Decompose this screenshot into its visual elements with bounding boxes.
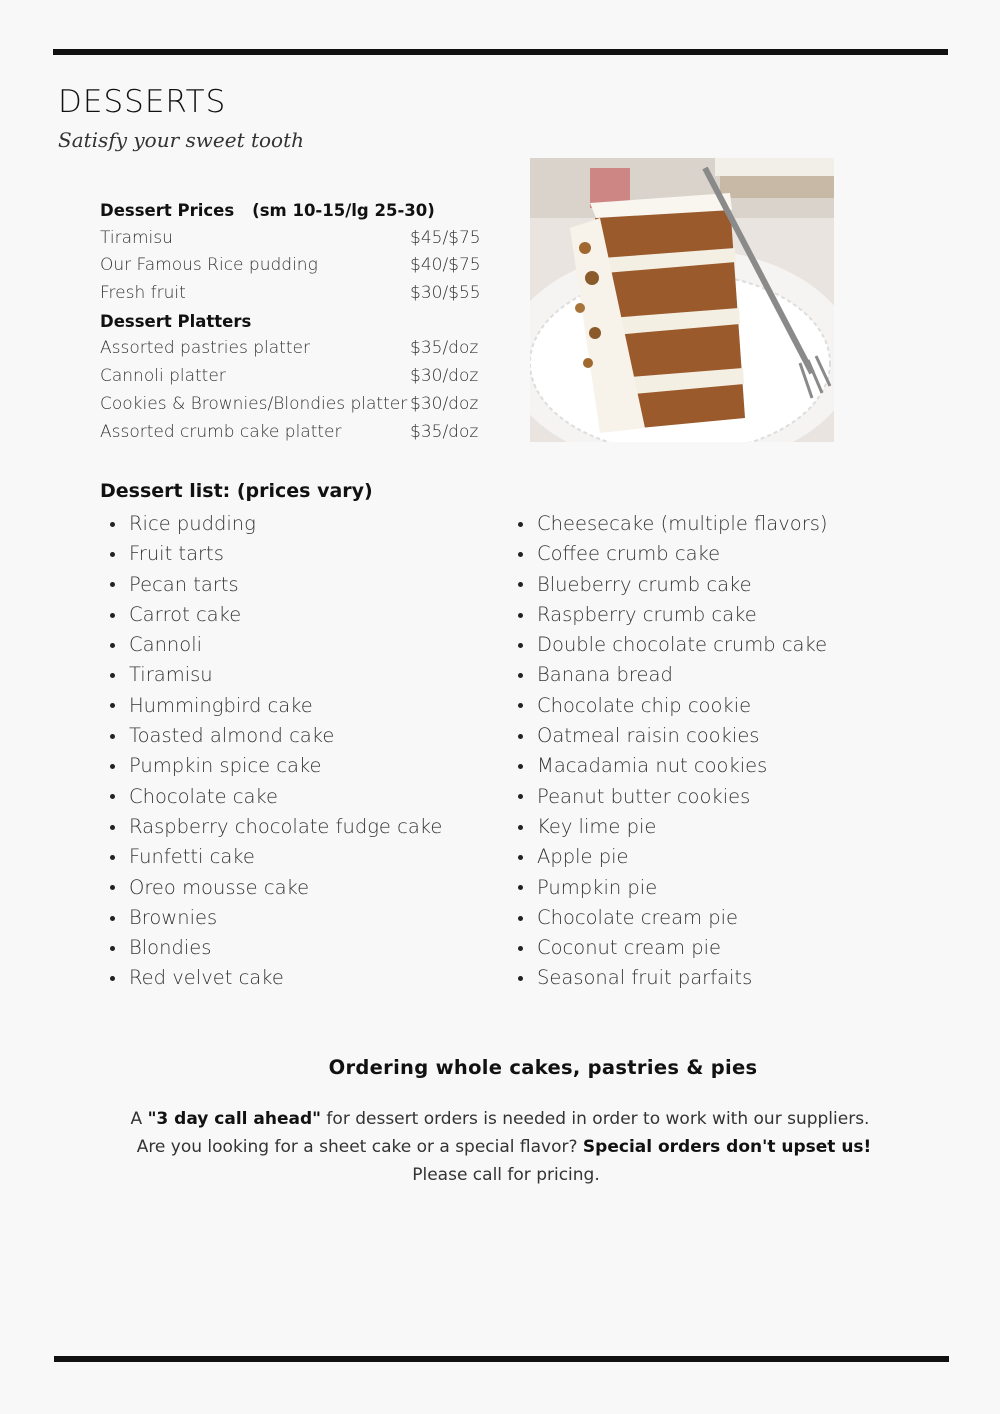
list-item-label: Brownies — [129, 905, 218, 929]
list-item-label: Peanut butter cookies — [537, 784, 751, 808]
ordering-text-span: A — [130, 1109, 148, 1129]
ordering-line-3: Please call for pricing. — [412, 1164, 600, 1185]
bullet-icon — [110, 522, 115, 527]
list-item-label: Carrot cake — [129, 602, 242, 626]
ordering-text — [0, 1106, 1000, 1189]
bullet-icon — [110, 855, 115, 860]
bullet-icon — [518, 825, 523, 830]
list-item-label: Red velvet cake — [129, 966, 284, 990]
list-item-label: Chocolate cream pie — [537, 905, 739, 929]
list-item-label: Oatmeal raisin cookies — [537, 724, 760, 748]
bullet-icon — [518, 582, 523, 587]
platter-name: Cannoli platter — [100, 366, 226, 387]
list-item-label: Cannoli — [129, 633, 203, 657]
list-item-label: Chocolate chip cookie — [537, 693, 752, 717]
page-subtitle: Satisfy your sweet tooth — [58, 128, 305, 152]
dessert-list-left — [110, 509, 442, 994]
list-item — [518, 751, 828, 781]
list-item-label: Hummingbird cake — [129, 693, 313, 717]
list-item — [110, 751, 442, 781]
price-item-name: Tiramisu — [100, 227, 173, 248]
size-note: (sm 10-15/lg 25-30) — [252, 201, 435, 220]
list-item — [110, 630, 442, 660]
list-item — [518, 660, 828, 690]
ordering-text-span: Are you looking for a sheet cake or a special flavor? — [136, 1136, 583, 1157]
list-item — [110, 539, 442, 569]
list-item-label: Coconut cream pie — [537, 936, 722, 960]
bullet-icon — [518, 916, 523, 921]
platter-name: Cookies & Brownies/Blondies platter — [100, 393, 408, 414]
list-item-label: Funfetti cake — [129, 845, 255, 869]
list-item — [518, 630, 828, 660]
platter-row — [100, 419, 500, 447]
bullet-icon — [110, 825, 115, 830]
list-item-label: Cheesecake (multiple flavors) — [537, 512, 828, 535]
page-title: DESSERTS — [58, 84, 227, 120]
platter-price: $30/doz — [410, 366, 479, 387]
list-item — [518, 873, 828, 903]
list-item — [518, 570, 828, 600]
list-item-label: Blueberry crumb cake — [537, 572, 752, 596]
bullet-icon — [518, 855, 523, 860]
platter-price: $30/doz — [410, 393, 479, 414]
list-item — [110, 842, 442, 872]
list-item-label: Rice pudding — [129, 512, 256, 535]
list-item — [518, 933, 828, 963]
bullet-icon — [518, 613, 523, 618]
list-item-label: Seasonal fruit parfaits — [537, 966, 753, 990]
platters-heading: Dessert Platters — [100, 311, 252, 331]
platter-row — [100, 335, 500, 363]
bullet-icon — [110, 885, 115, 890]
platter-name: Assorted pastries platter — [100, 338, 310, 359]
bullet-icon — [110, 976, 115, 981]
bullet-icon — [518, 794, 523, 799]
top-rule — [53, 49, 948, 55]
list-item — [110, 600, 442, 630]
price-heading-row — [100, 197, 500, 225]
list-item-label: Blondies — [129, 936, 212, 960]
bullet-icon — [110, 673, 115, 678]
platter-name: Assorted crumb cake platter — [100, 421, 342, 442]
list-item — [518, 509, 828, 539]
list-item — [110, 903, 442, 933]
price-row — [100, 225, 500, 253]
list-item-label: Raspberry chocolate fudge cake — [129, 814, 443, 838]
list-item — [518, 539, 828, 569]
dessert-list-right — [518, 509, 828, 994]
bullet-icon — [110, 643, 115, 648]
bullet-icon — [110, 764, 115, 769]
list-item — [518, 903, 828, 933]
bullet-icon — [518, 643, 523, 648]
bullet-icon — [110, 703, 115, 708]
price-item-name: Fresh fruit — [100, 283, 186, 304]
list-item — [110, 873, 442, 903]
list-item — [518, 842, 828, 872]
bullet-icon — [518, 734, 523, 739]
list-item-label: Raspberry crumb cake — [537, 602, 757, 626]
list-item — [110, 721, 442, 751]
platter-row — [100, 363, 500, 391]
list-item-label: Tiramisu — [129, 663, 213, 687]
list-item-label: Oreo mousse cake — [129, 875, 310, 899]
bullet-icon — [518, 703, 523, 708]
list-item — [110, 933, 442, 963]
list-item-label: Banana bread — [537, 663, 673, 687]
bullet-icon — [110, 552, 115, 557]
bullet-icon — [518, 673, 523, 678]
list-item — [110, 691, 442, 721]
price-item-name: Our Famous Rice pudding — [100, 255, 318, 276]
list-item — [518, 812, 828, 842]
list-item — [110, 509, 442, 539]
list-item-label: Chocolate cake — [129, 784, 279, 808]
bullet-icon — [110, 916, 115, 921]
bottom-rule — [54, 1356, 949, 1362]
bullet-icon — [110, 794, 115, 799]
list-item — [110, 782, 442, 812]
bullet-icon — [518, 552, 523, 557]
list-item — [110, 660, 442, 690]
dessert-list-title: Dessert list: (prices vary) — [100, 480, 373, 502]
bullet-icon — [110, 582, 115, 587]
price-item-price: $30/$55 — [410, 283, 481, 304]
list-item — [518, 691, 828, 721]
ordering-title: Ordering whole cakes, pastries & pies — [328, 1056, 758, 1079]
list-item-label: Key lime pie — [537, 814, 657, 838]
list-item — [518, 963, 828, 993]
list-item-label: Double chocolate crumb cake — [537, 633, 828, 657]
price-row — [100, 252, 500, 280]
list-item-label: Toasted almond cake — [129, 724, 335, 748]
bullet-icon — [110, 946, 115, 951]
price-row — [100, 280, 500, 308]
bullet-icon — [518, 885, 523, 890]
bullet-icon — [518, 764, 523, 769]
list-item-label: Coffee crumb cake — [537, 542, 721, 566]
platter-price: $35/doz — [410, 338, 479, 359]
platter-row — [100, 391, 500, 419]
list-item-label: Apple pie — [537, 845, 629, 869]
price-item-price: $45/$75 — [410, 227, 481, 248]
ordering-text-span: for dessert orders is needed in order to work with our suppliers. — [321, 1109, 870, 1129]
price-item-price: $40/$75 — [410, 255, 481, 276]
bullet-icon — [518, 946, 523, 951]
ordering-line-2 — [0, 1134, 1000, 1162]
carrot-cake-photo — [530, 158, 834, 442]
list-item-label: Pecan tarts — [129, 572, 239, 596]
list-item-label: Macadamia nut cookies — [537, 754, 768, 778]
list-item-label: Pumpkin spice cake — [129, 754, 322, 778]
special-orders-emphasis: Special orders don't upset us! — [582, 1136, 872, 1157]
list-item-label: Fruit tarts — [129, 542, 224, 566]
price-table — [100, 197, 500, 446]
list-item — [518, 721, 828, 751]
bullet-icon — [110, 734, 115, 739]
bullet-icon — [518, 976, 523, 981]
list-item — [110, 570, 442, 600]
list-item — [518, 600, 828, 630]
bullet-icon — [518, 522, 523, 527]
platter-price: $35/doz — [410, 421, 479, 442]
list-item — [518, 782, 828, 812]
list-item-label: Pumpkin pie — [537, 875, 658, 899]
ordering-line-1 — [0, 1106, 1000, 1134]
platters-heading-row — [100, 308, 500, 336]
call-ahead-emphasis: "3 day call ahead" — [147, 1109, 322, 1129]
bullet-icon — [110, 613, 115, 618]
price-heading: Dessert Prices — [100, 201, 235, 220]
list-item — [110, 963, 442, 993]
list-item — [110, 812, 442, 842]
